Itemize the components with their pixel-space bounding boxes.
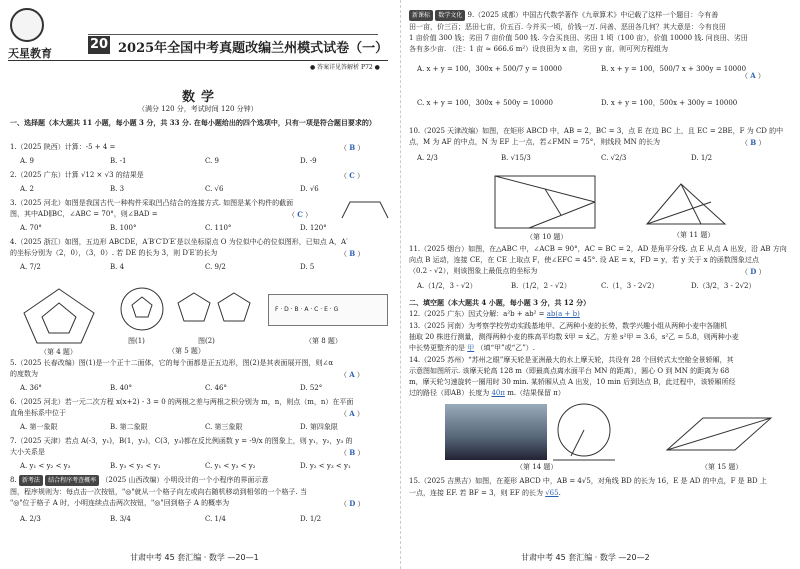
q3-text: 3.（2025 河北）如图是我国古代一种构件采取凹凸结合的连接方式. 如图是某个构件的截面 <box>10 199 294 207</box>
q8-opt-b: B. 3/4 <box>110 515 131 523</box>
r9-tag-culture: 数学文化 <box>435 10 465 21</box>
fig11-tri <box>647 184 725 224</box>
q4-ans: B <box>349 249 356 258</box>
q8-tag-new: 新考法 <box>19 475 43 486</box>
r9-opt-d: D. x + y = 100，500x + 300y = 10000 <box>601 99 738 107</box>
page-title: 2025年全国中考真题改编兰州模式试卷（一） <box>118 41 389 56</box>
fig11-line-ad <box>681 184 701 224</box>
r13-tail: （填“甲”或“乙”）. <box>476 344 536 352</box>
r11-answer: （ D ） <box>741 267 766 276</box>
q7-ans: B <box>349 448 356 457</box>
fig15-rhombus <box>663 414 775 456</box>
r13-l3-text: 中长势更整齐的是 <box>409 344 465 352</box>
q6-answer: （ A ） <box>340 409 364 418</box>
r10-answer: （ B ） <box>741 138 766 147</box>
r9-answer: （ A ） <box>741 71 765 80</box>
q4-opt-a: A. 7/2 <box>20 263 41 271</box>
fig4-inner <box>42 303 76 333</box>
q4-text: 4.（2025 浙江）如图，五边形 ABCDE，A′B′C′D′E′是以坐标原点 O 为位似中心的位似图形，已知点 A，A′ <box>10 238 348 246</box>
r9-opt-a: A. x + y = 100，300x + 500/7 y = 10000 <box>417 65 562 73</box>
q5-ans: A <box>349 370 355 379</box>
r13-text: 13.（2025 河南）为考察学校劳动实践基地甲、乙两种小麦的长势，数学兴趣小组从两种小麦中各随机 <box>409 322 728 330</box>
header-rule <box>88 34 378 35</box>
q6-opt-c: C. 第三象限 <box>205 423 243 431</box>
q4-opt-d: D. 5 <box>300 263 315 271</box>
fig5-label: （第 5 题） <box>168 347 205 355</box>
q8-line1: 8. 新考法 结合程序考查概率 （2025 山西改编）小明设计的一个小程序的界面示意 <box>10 476 269 484</box>
r12-ans: ab(a + b) <box>546 310 580 318</box>
q8-text: （2025 山西改编）小明设计的一个小程序的界面示意 <box>101 476 269 484</box>
q3-opt-c: C. 110° <box>205 224 232 232</box>
r10-opt-b: B. √15/3 <box>501 154 531 162</box>
fig10-line-ef <box>529 202 595 228</box>
section-1-heading: 一、选择题（本大题共 11 小题，每小题 3 分，共 33 分. 在每小题给出的四个选项中，只有一项是符合题目要求的） <box>10 118 376 127</box>
q2-opt-c: C. √6 <box>205 185 224 193</box>
q4-answer: （ B ） <box>340 249 365 258</box>
fig10-rectangle <box>491 172 601 234</box>
q2-ans: C <box>349 171 355 180</box>
badge-circle <box>10 8 44 42</box>
q8-opt-d: D. 1/2 <box>300 515 322 523</box>
fig14-wheel-diagram <box>551 400 617 464</box>
r15-tail: . <box>558 489 561 497</box>
r11-text: 11.（2025 烟台）如图，在△ABC 中，∠ACB = 90°，AC = BC = 2，AD 是角平分线. 点 E 从点 A 出发，沿 AB 方向 <box>409 245 787 253</box>
q1-opt-b: B. -1 <box>110 157 127 165</box>
fig10-label: （第 10 题） <box>526 233 568 241</box>
q8-opt-c: C. 1/4 <box>205 515 226 523</box>
header-badge: 20 <box>89 37 109 52</box>
fig5-dodecahedron <box>118 285 166 333</box>
fig8-label: （第 8 题） <box>305 337 342 345</box>
q6-opt-b: B. 第二象限 <box>110 423 148 431</box>
r14-l4-text: 过的路径（即AB）长度为 <box>409 389 490 397</box>
r15-l2-text: 一点，连接 EF. 若 BF = 3，则 EF 的长为 <box>409 489 543 497</box>
r15-l2 <box>409 488 561 499</box>
r10-l2: 点，M 为 AF 的中点，N 为 EF 上一点，若∠FMN = 75°，则线段 MN 的长为 <box>409 138 661 146</box>
q2-answer: （ C ） <box>340 171 365 180</box>
q5-opt-d: D. 52° <box>300 384 323 392</box>
q5-opt-c: C. 46° <box>205 384 227 392</box>
fig5-face <box>132 297 152 317</box>
q6-opt-d: D. 第四象限 <box>300 423 338 431</box>
fig8-cells: F · D · B · A · C · E · G <box>275 306 339 313</box>
r9-opt-c: C. x + y = 100，300x + 500y = 10000 <box>417 99 553 107</box>
fig4-pentagon <box>14 285 104 347</box>
q8-text3: "◎"位于格子 A 时，小明连续点击两次按钮，"◎"回到格子 A 的概率为 <box>10 499 230 507</box>
fig5-1-label: 图(1) <box>128 337 145 345</box>
q1-opt-d: D. -9 <box>300 157 317 165</box>
q3-ans: C <box>297 210 303 219</box>
answer-ref: ● 答案详见答解析 P72 ● <box>310 64 380 71</box>
header-underline <box>8 60 388 61</box>
q5-opt-b: B. 40° <box>110 384 133 392</box>
exam-meta: （满分 120 分，考试时间 120 分钟） <box>138 105 258 113</box>
r12-text <box>409 309 580 320</box>
q6-opt-a: A. 第一象限 <box>20 423 58 431</box>
q7-opt-b: B. y₃ < y₂ < y₁ <box>110 462 161 470</box>
q5-answer: （ A ） <box>340 370 364 379</box>
r11-opt-b: B.（1/2，2 - √2） <box>511 282 571 290</box>
fig4-label: （第 4 题） <box>40 348 77 356</box>
q1-answer: （ B ） <box>340 143 365 152</box>
r11-l3: （0.2 - √2），则该图象上最低点的坐标为 <box>409 267 538 275</box>
footer-right: 甘肃中考 45 套汇编 · 数学 —20—2 <box>521 553 650 562</box>
q5-opt-a: A. 36° <box>20 384 42 392</box>
q3-opt-d: D. 120° <box>300 224 327 232</box>
r9-ans: A <box>750 71 756 80</box>
q2-opt-a: A. 2 <box>20 185 34 193</box>
fig5-sphere <box>121 288 163 330</box>
fig10-rect <box>495 176 595 228</box>
r9-opt-b: B. x + y = 100，500/7 x + 300y = 10000 <box>601 65 747 73</box>
q7-opt-c: C. y₁ < y₃ < y₂ <box>205 462 256 470</box>
footer-left: 甘肃中考 45 套汇编 · 数学 —20—1 <box>130 553 259 562</box>
r11-l2: 向点 B 运动，连接 CE，在 CE 上取点 F，使∠EFC = 45°. 设 AE = x，FD = y，若 y 关于 x 的函数图象过点 <box>409 256 759 264</box>
fig14-photo <box>445 404 547 460</box>
q1-opt-a: A. 9 <box>20 157 34 165</box>
q1-opt-c: C. 9 <box>205 157 220 165</box>
r11-opt-c: C.（1，3 - 2√2） <box>601 282 659 290</box>
brand-logo: 天星教育 <box>8 47 52 60</box>
subject-title: 数学 <box>182 90 221 105</box>
q3-text2: 图，其中AD∥BC，∠ABC = 70°，则∠BAD = <box>10 210 158 218</box>
r10-opt-d: D. 1/2 <box>691 154 713 162</box>
q7-opt-a: A. y₁ < y₂ < y₃ <box>20 462 71 470</box>
r9-tag-curriculum: 新课标 <box>409 10 433 21</box>
q4-opt-c: C. 9/2 <box>205 263 226 271</box>
fig5-net-left <box>178 293 210 321</box>
r10-text: 10.（2025 天津改编）如图，在矩形 ABCD 中，AB = 2，BC = 3，点 E 在边 BC 上，且 EC = 2BE，F 为 CD 的中 <box>409 127 784 135</box>
r13-l2: 抽取 20 株进行测量，测得两种小麦的株高平均数 x̄甲 = x̄乙，方差 s²甲 = 3.6，s²乙 = 5.8，则两种小麦 <box>409 333 739 341</box>
fig14-label: （第 14 题） <box>516 463 558 471</box>
section-2-heading: 二、填空题（本大题共 4 小题，每小题 3 分，共 12 分） <box>409 298 591 307</box>
r13-ans: 甲 <box>467 344 475 352</box>
r9-l2: 田一亩，价三百；恶田七亩，价五百. 今并买一顷，价钱一万. 问善、恶田各几何？其大意是：今有良田 <box>409 23 726 31</box>
q1-text: 1.（2025 陕西）计算：-5 + 4 = <box>10 143 116 151</box>
q4-opt-b: B. 4 <box>110 263 125 271</box>
q6-text2: 直角坐标系中位于 <box>10 409 66 417</box>
q1-ans: B <box>349 143 356 152</box>
r9-l4: 各有多少亩. （注：1 亩 ≈ 666.6 m²）设良田为 x 亩，劣田 y 亩，则可列方程组为 <box>409 45 668 53</box>
q5-text2: 的度数为 <box>10 370 38 378</box>
fig15-diagonal <box>667 418 771 450</box>
r14-ans: 40π <box>491 389 505 397</box>
r10-opt-a: A. 2/3 <box>417 154 438 162</box>
q3-opt-a: A. 70° <box>20 224 42 232</box>
q2-text: 2.（2025 广东）计算 √12 × √3 的结果是 <box>10 171 144 179</box>
fig5-2-label: 图(2) <box>198 337 215 345</box>
r11-opt-a: A.（1/2，3 - √2） <box>417 282 477 290</box>
fig11-label: （第 11 题） <box>673 231 715 239</box>
r15-text: 15.（2025 吉黑吉）如图，在菱形 ABCD 中，AB = 4√5，对角线 BD 的长为 16，E 是 AD 的中点，F 是 BD 上 <box>409 477 767 485</box>
r9-line1 <box>409 10 718 21</box>
q7-opt-d: D. y₂ < y₃ < y₁ <box>300 462 351 470</box>
fig4-outer <box>24 289 94 343</box>
q4-text2: 的坐标分别为（2，0），（3，0）. 若 DE 的长为 3，则 D′E′的长为 <box>10 249 218 257</box>
fig14-radius <box>571 430 584 456</box>
r11-opt-d: D.（3/2，3 - 2√2） <box>691 282 756 290</box>
q8-opt-a: A. 2/3 <box>20 515 41 523</box>
q3-answer: （ C ） <box>288 210 313 219</box>
r10-ans: B <box>750 138 757 147</box>
fig8-program <box>268 294 388 326</box>
right-column <box>400 0 800 569</box>
r10-opt-c: C. √2/3 <box>601 154 627 162</box>
r9-l3: 1 亩价值 300 钱；劣田 7 亩价值 500 钱. 今合买良田、劣田 1 顷（100 亩），价值 10000 钱. 问良田、劣田 <box>409 34 748 42</box>
r9-text: 9.（2025 成都）中国古代数学著作《九章算术》中记载了这样一个题目：今有善 <box>467 11 719 19</box>
r14-l2: 示意图如图所示. 该摩天轮高 128 m（即最高点离水面平台 MN 的距离），圆心 O 到 MN 的距离为 68 <box>409 367 730 375</box>
fig11-triangle <box>641 178 731 230</box>
r14-l3: m，摩天轮匀速旋转一圈用时 30 min. 某轿厢从点 A 出发，10 min 后到达点 B，此过程中，该轿厢所经 <box>409 378 736 386</box>
fig15-label: （第 15 题） <box>701 463 743 471</box>
q2-opt-b: B. 3 <box>110 185 125 193</box>
r15-ans: √65 <box>545 489 559 497</box>
r13-l3 <box>409 343 535 354</box>
r11-ans: D <box>750 267 757 276</box>
r14-l4 <box>409 388 565 399</box>
q6-text: 6.（2025 河北）若一元二次方程 x(x+2) - 3 = 0 的两根之差与两根之积分别为 m，n，则点（m，n）在平面 <box>10 398 354 406</box>
q3-figure-lines <box>342 202 388 218</box>
fig5-net-right <box>218 293 250 321</box>
r14-tail: m.（结果保留 π） <box>507 389 565 397</box>
q7-text: 7.（2025 天津）若点 A(-3，y₁)，B(1，y₂)，C(3，y₃)都在反比例函数 y = -9/x 的图象上，则 y₁，y₂，y₃ 的 <box>10 437 353 445</box>
r12-question: 12.（2025 广东）因式分解：a²b + ab² = <box>409 310 545 318</box>
r14-text: 14.（2025 苏州）“苏州之眼”摩天轮是亚洲最大的水上摩天轮，共设有 28 个回转式太空舱全景轿厢，其 <box>409 356 734 364</box>
q3-figure <box>340 198 390 222</box>
q2-opt-d: D. √6 <box>300 185 319 193</box>
q3-opt-b: B. 100° <box>110 224 137 232</box>
fig5-net <box>172 287 260 335</box>
q8-answer: （ D ） <box>340 499 365 508</box>
q8-ans: D <box>349 499 356 508</box>
q7-text2: 大小关系是 <box>10 448 45 456</box>
q8-text2: 图，程序规则为：每点击一次按钮，"◎"就从一个格子向左或向右随机移动到相邻的一个格子. 当 <box>10 488 307 496</box>
q8-tag-topic: 结合程序考查概率 <box>45 475 99 486</box>
q7-answer: （ B ） <box>340 448 365 457</box>
q6-ans: A <box>349 409 355 418</box>
q5-text: 5.（2025 长春改编）图(1)是一个正十二面体，它的每个面都是正五边形，图(2)是其表面展开图，则∠α <box>10 359 334 367</box>
